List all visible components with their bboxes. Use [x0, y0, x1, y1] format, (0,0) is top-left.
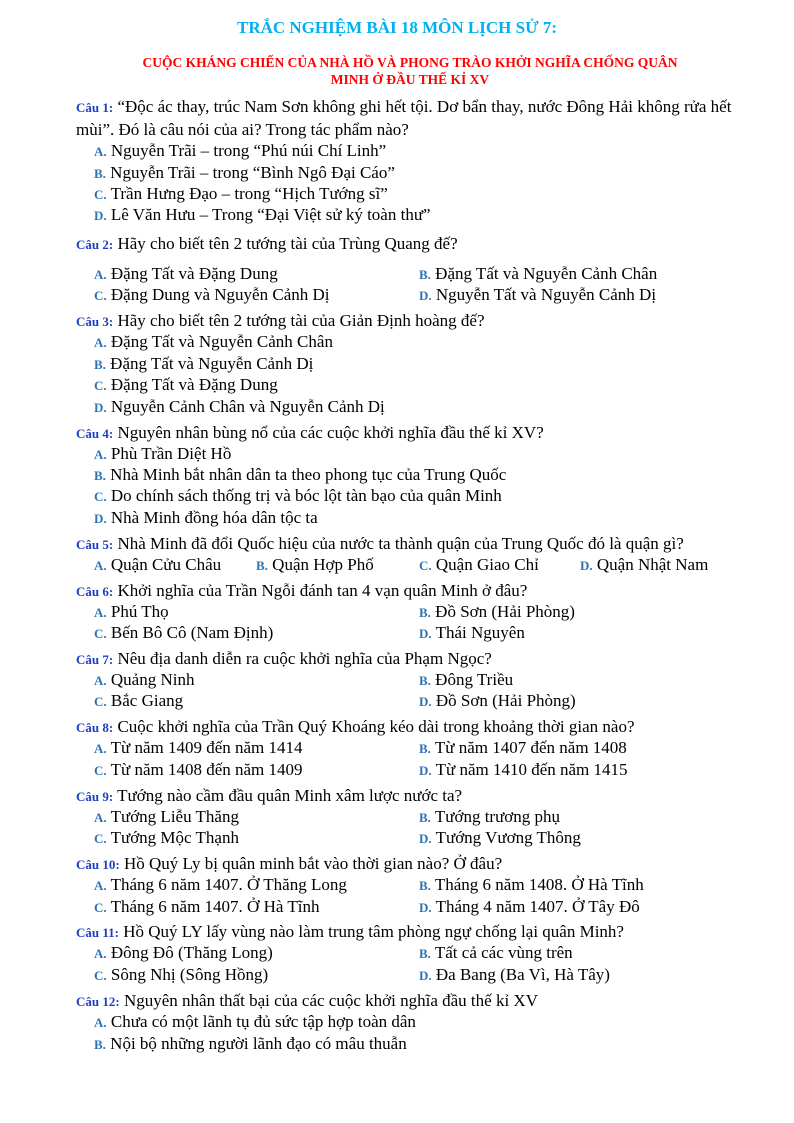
- option-text: Đặng Tất và Đặng Dung: [110, 264, 278, 283]
- option-text: Đặng Tất và Nguyễn Cảnh Chân: [435, 264, 658, 283]
- option-text: Lê Văn Hưu – Trong “Đại Việt sử ký toàn thư”: [110, 205, 431, 224]
- option-6d: [419, 622, 525, 645]
- option-6a: [94, 601, 169, 624]
- question-label: Câu 1:: [76, 100, 114, 115]
- option-text: Phú Thọ: [110, 602, 169, 621]
- option-9d: [419, 827, 581, 850]
- option-11d: [419, 964, 610, 987]
- option-label: D.: [419, 900, 432, 915]
- option-11a: [94, 942, 273, 965]
- subtitle-line-1: CUỘC KHÁNG CHIẾN CỦA NHÀ HỒ VÀ PHONG TRÀO KHỞI NGHĨA CHỐNG QUÂN: [142, 55, 678, 70]
- question-text: Hồ Quý Ly bị quân minh bắt vào thời gian nào? Ở đâu?: [123, 854, 503, 873]
- option-label: B.: [419, 605, 431, 620]
- option-text: Đông Đô (Thăng Long): [110, 943, 273, 962]
- option-text: Nguyễn Cảnh Chân và Nguyễn Cảnh Dị: [110, 397, 385, 416]
- question-8: [76, 716, 766, 739]
- question-text: Nguyên nhân thất bại của các cuộc khởi nghĩa đầu thế kỉ XV: [123, 991, 538, 1010]
- option-label: C.: [94, 831, 107, 846]
- option-label: B.: [419, 741, 431, 756]
- option-text: Phù Trần Diệt Hồ: [110, 444, 232, 463]
- option-8a: [94, 737, 303, 760]
- option-text: Tất cả các vùng trên: [434, 943, 573, 962]
- question-label: Câu 6:: [76, 584, 114, 599]
- option-1b: [94, 162, 395, 185]
- option-5b: [256, 554, 374, 577]
- option-label: D.: [419, 763, 432, 778]
- option-5a: [94, 554, 221, 577]
- question-label: Câu 10:: [76, 857, 120, 872]
- option-label: B.: [94, 1037, 106, 1052]
- option-label: A.: [94, 144, 107, 159]
- option-3c: [94, 374, 278, 397]
- option-4c: [94, 485, 502, 508]
- option-10d: [419, 896, 640, 919]
- option-label: B.: [419, 946, 431, 961]
- question-3: [76, 310, 766, 333]
- option-label: D.: [580, 558, 593, 573]
- option-text: Quận Cửu Châu: [110, 555, 222, 574]
- option-text: Bắc Giang: [110, 691, 184, 710]
- question-11: [76, 921, 766, 944]
- question-label: Câu 8:: [76, 720, 114, 735]
- option-text: Tướng Mộc Thạnh: [110, 828, 239, 847]
- option-text: Đặng Dung và Nguyễn Cảnh Dị: [110, 285, 330, 304]
- question-label: Câu 12:: [76, 994, 120, 1009]
- question-label: Câu 11:: [76, 925, 119, 940]
- option-text: Từ năm 1410 đến năm 1415: [435, 760, 628, 779]
- option-text: Tháng 6 năm 1408. Ở Hà Tĩnh: [434, 875, 644, 894]
- option-text: Nguyễn Trãi – trong “Bình Ngô Đại Cáo”: [110, 163, 395, 182]
- option-2b: [419, 263, 657, 286]
- option-text: Từ năm 1407 đến năm 1408: [434, 738, 627, 757]
- option-4b: [94, 464, 506, 487]
- option-label: D.: [94, 208, 107, 223]
- question-text: Nguyên nhân bùng nổ của các cuộc khởi nghĩa đầu thế kỉ XV?: [117, 423, 544, 442]
- option-10b: [419, 874, 644, 897]
- option-8c: [94, 759, 303, 782]
- option-7a: [94, 669, 194, 692]
- option-10a: [94, 874, 347, 897]
- option-3b: [94, 353, 313, 376]
- question-text: Nhà Minh đã đổi Quốc hiệu của nước ta thành quận của Trung Quốc đó là quận gì?: [117, 534, 684, 553]
- option-label: B.: [419, 267, 431, 282]
- option-label: C.: [94, 694, 107, 709]
- option-label: C.: [94, 288, 107, 303]
- option-text: Nhà Minh bắt nhân dân ta theo phong tục của Trung Quốc: [110, 465, 507, 484]
- option-2c: [94, 284, 330, 307]
- option-text: Nội bộ những người lãnh đạo có mâu thuẫn: [110, 1034, 407, 1053]
- option-text: Tướng trương phụ: [434, 807, 561, 826]
- option-1c: [94, 183, 388, 206]
- option-text: Tháng 4 năm 1407. Ở Tây Đô: [435, 897, 640, 916]
- option-text: Tướng Vương Thông: [435, 828, 581, 847]
- option-7b: [419, 669, 513, 692]
- option-label: D.: [419, 626, 432, 641]
- option-1a: [94, 140, 386, 163]
- option-label: A.: [94, 946, 107, 961]
- option-text: Nhà Minh đồng hóa dân tộc ta: [110, 508, 318, 527]
- option-label: D.: [419, 968, 432, 983]
- option-label: B.: [419, 673, 431, 688]
- subtitle-line-2: MINH Ở ĐẦU THẾ KỈ XV: [330, 72, 490, 87]
- option-label: A.: [94, 673, 107, 688]
- option-7d: [419, 690, 576, 713]
- option-2a: [94, 263, 278, 286]
- question-10: [76, 853, 766, 876]
- option-text: Tháng 6 năm 1407. Ở Hà Tĩnh: [110, 897, 320, 916]
- option-text: Quận Nhật Nam: [596, 555, 709, 574]
- option-2d: [419, 284, 656, 307]
- option-text: Đặng Tất và Nguyễn Cảnh Dị: [110, 354, 314, 373]
- question-12: [76, 990, 766, 1013]
- option-text: Từ năm 1409 đến năm 1414: [110, 738, 303, 757]
- page-subtitle: [80, 54, 740, 88]
- option-label: C.: [94, 626, 107, 641]
- option-label: C.: [94, 489, 107, 504]
- option-label: D.: [419, 831, 432, 846]
- option-3d: [94, 396, 385, 419]
- option-3a: [94, 331, 333, 354]
- option-text: Đặng Tất và Đặng Dung: [110, 375, 278, 394]
- question-1: [76, 96, 766, 141]
- question-text: Cuộc khởi nghĩa của Trần Quý Khoáng kéo dài trong khoảng thời gian nào?: [117, 717, 635, 736]
- question-label: Câu 5:: [76, 537, 114, 552]
- option-label: C.: [94, 187, 107, 202]
- option-label: B.: [94, 468, 106, 483]
- option-text: Do chính sách thống trị và bóc lột tàn bạo của quân Minh: [110, 486, 502, 505]
- option-text: Sông Nhị (Sông Hồng): [110, 965, 269, 984]
- question-label: Câu 7:: [76, 652, 114, 667]
- option-label: D.: [419, 694, 432, 709]
- option-12a: [94, 1011, 416, 1034]
- option-6c: [94, 622, 273, 645]
- option-label: D.: [419, 288, 432, 303]
- option-label: A.: [94, 447, 107, 462]
- question-text: “Độc ác thay, trúc Nam Sơn không ghi hết tội. Dơ bẩn thay, nước Đông Hải không rửa hết mùi”. Đó là câu nói của ai? Trong tác phẩm nào?: [76, 97, 732, 139]
- option-label: A.: [94, 810, 107, 825]
- option-label: B.: [419, 810, 431, 825]
- question-text: Hãy cho biết tên 2 tướng tài của Giản Định hoàng đế?: [117, 311, 485, 330]
- option-text: Đồ Sơn (Hải Phòng): [435, 691, 576, 710]
- option-9a: [94, 806, 239, 829]
- option-9b: [419, 806, 560, 829]
- option-text: Đặng Tất và Nguyễn Cảnh Chân: [110, 332, 333, 351]
- question-text: Tướng nào cầm đầu quân Minh xâm lược nước ta?: [117, 786, 463, 805]
- option-label: C.: [94, 378, 107, 393]
- option-text: Đồ Sơn (Hải Phòng): [435, 602, 575, 621]
- question-7: [76, 648, 766, 671]
- option-12b: [94, 1033, 407, 1056]
- question-text: Hồ Quý LY lấy vùng nào làm trung tâm phòng ngự chống lại quân Minh?: [123, 922, 624, 941]
- option-8b: [419, 737, 627, 760]
- option-4a: [94, 443, 231, 466]
- question-2: [76, 233, 766, 256]
- option-text: Đa Bang (Ba Vì, Hà Tây): [435, 965, 610, 984]
- option-11c: [94, 964, 268, 987]
- option-label: B.: [256, 558, 268, 573]
- option-11b: [419, 942, 573, 965]
- option-1d: [94, 204, 431, 227]
- option-label: A.: [94, 558, 107, 573]
- option-label: A.: [94, 1015, 107, 1030]
- option-text: Trần Hưng Đạo – trong “Hịch Tướng sĩ”: [110, 184, 388, 203]
- question-label: Câu 4:: [76, 426, 114, 441]
- option-8d: [419, 759, 628, 782]
- option-4d: [94, 507, 318, 530]
- option-text: Thái Nguyên: [435, 623, 525, 642]
- question-label: Câu 9:: [76, 789, 114, 804]
- option-label: C.: [94, 763, 107, 778]
- option-text: Tướng Liễu Thăng: [110, 807, 239, 826]
- option-5c: [419, 554, 539, 577]
- option-10c: [94, 896, 319, 919]
- option-text: Đông Triều: [435, 670, 514, 689]
- option-label: B.: [94, 357, 106, 372]
- question-text: Hãy cho biết tên 2 tướng tài của Trùng Quang đế?: [117, 234, 458, 253]
- option-6b: [419, 601, 575, 624]
- option-label: B.: [94, 166, 106, 181]
- question-text: Khởi nghĩa của Trần Ngỗi đánh tan 4 vạn quân Minh ở đâu?: [117, 581, 528, 600]
- option-text: Chưa có một lãnh tụ đủ sức tập hợp toàn dân: [110, 1012, 416, 1031]
- page-title: TRẮC NGHIỆM BÀI 18 MÔN LỊCH SỬ 7:: [236, 18, 558, 37]
- option-text: Từ năm 1408 đến năm 1409: [110, 760, 303, 779]
- option-text: Nguyễn Trãi – trong “Phú núi Chí Linh”: [110, 141, 387, 160]
- option-9c: [94, 827, 239, 850]
- option-text: Quận Hợp Phố: [272, 555, 374, 574]
- option-7c: [94, 690, 183, 713]
- option-label: B.: [419, 878, 431, 893]
- question-4: [76, 422, 766, 445]
- option-text: Nguyễn Tất và Nguyễn Cảnh Dị: [435, 285, 657, 304]
- option-5d: [580, 554, 708, 577]
- option-label: A.: [94, 335, 107, 350]
- question-text: Nêu địa danh diễn ra cuộc khởi nghĩa của Phạm Ngọc?: [117, 649, 492, 668]
- question-5: [76, 533, 766, 556]
- question-9: [76, 785, 766, 808]
- option-label: C.: [94, 900, 107, 915]
- option-text: Quận Giao Chỉ: [435, 555, 539, 574]
- option-label: A.: [94, 605, 107, 620]
- option-label: D.: [94, 400, 107, 415]
- option-label: C.: [419, 558, 432, 573]
- question-6: [76, 580, 766, 603]
- option-label: A.: [94, 267, 107, 282]
- option-label: A.: [94, 878, 107, 893]
- option-label: A.: [94, 741, 107, 756]
- question-label: Câu 3:: [76, 314, 114, 329]
- option-text: Quảng Ninh: [110, 670, 195, 689]
- option-text: Bến Bô Cô (Nam Định): [110, 623, 274, 642]
- option-label: D.: [94, 511, 107, 526]
- option-label: C.: [94, 968, 107, 983]
- option-text: Tháng 6 năm 1407. Ở Thăng Long: [110, 875, 347, 894]
- question-label: Câu 2:: [76, 237, 114, 252]
